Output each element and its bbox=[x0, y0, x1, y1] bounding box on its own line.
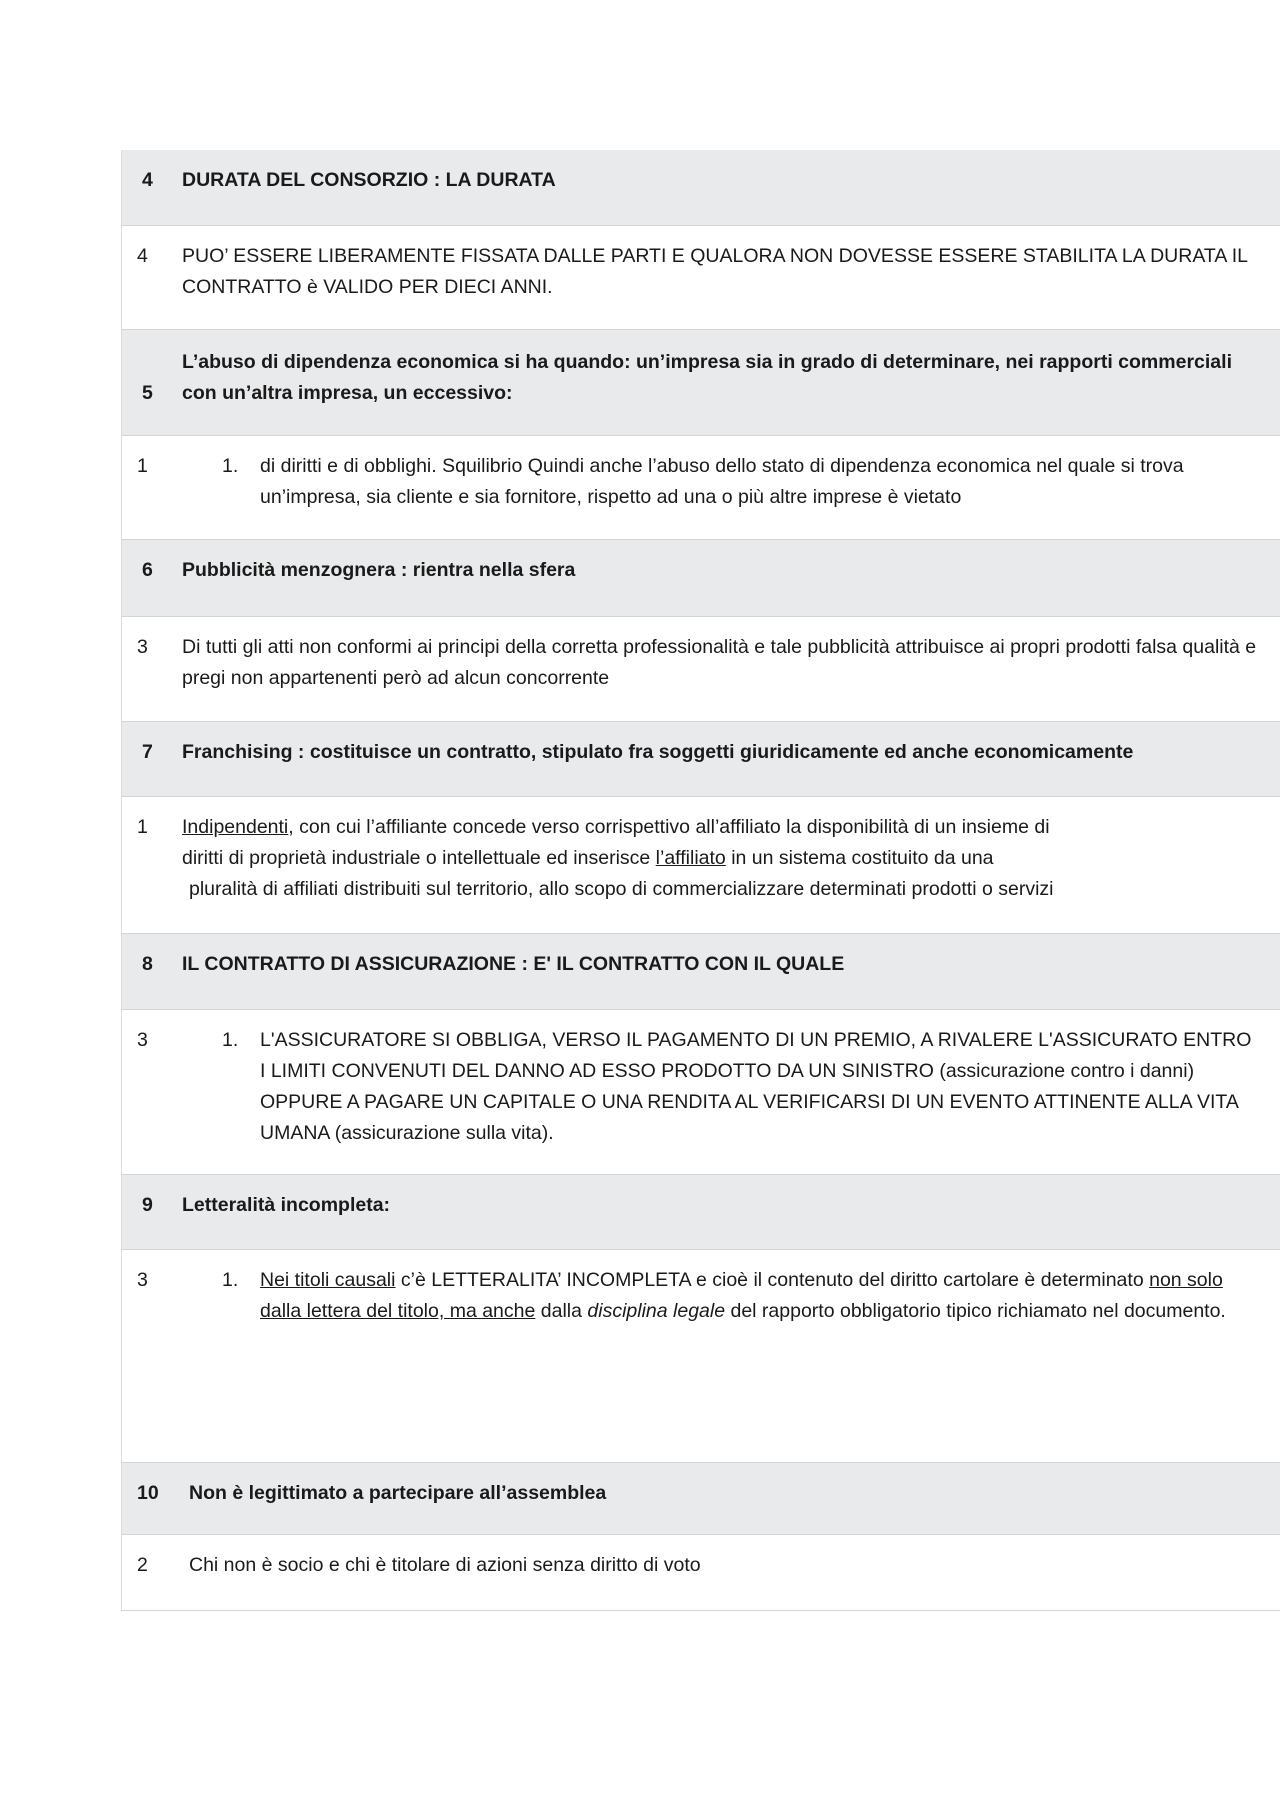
answer-row-5 bbox=[122, 1010, 1280, 1175]
italic-term: disciplina legale bbox=[587, 1300, 726, 1322]
question-text: Letteralità incompleta: bbox=[182, 1194, 391, 1216]
list-marker: 1. bbox=[222, 1029, 239, 1051]
row-number: 3 bbox=[137, 1029, 148, 1051]
row-number: 9 bbox=[142, 1194, 153, 1216]
text-fragment: dalla bbox=[535, 1300, 588, 1322]
question-row-3 bbox=[122, 540, 1280, 617]
question-text: L’abuso di dipendenza economica si ha quando: un’impresa sia in grado di determinare, nei rapporti commerciali con un’altra impresa, un eccessivo: bbox=[182, 351, 1232, 404]
answer-row-4 bbox=[122, 797, 1280, 934]
answer-row-3 bbox=[122, 617, 1280, 722]
row-number: 4 bbox=[142, 169, 153, 191]
answer-row-6 bbox=[122, 1250, 1280, 1463]
answer-text: Chi non è socio e chi è titolare di azioni senza diritto di voto bbox=[189, 1554, 701, 1576]
answer-line bbox=[182, 843, 1261, 874]
row-number: 4 bbox=[137, 245, 148, 267]
answer-text bbox=[182, 1025, 1280, 1174]
question-text: Franchising : costituisce un contratto, stipulato fra soggetti giuridicamente ed anche economicamente bbox=[182, 741, 1134, 763]
answer-text: Di tutti gli atti non conformi ai principi della corretta professionalità e tale pubblicità attribuisce ai propri prodotti falsa qualità e pregi non appartenenti però ad alcun concorrente bbox=[182, 636, 1257, 689]
answer-line bbox=[182, 812, 1261, 843]
numbered-list-item bbox=[182, 451, 1261, 513]
list-item-text bbox=[260, 1265, 1261, 1327]
text-fragment: c’è LETTERALITA’ INCOMPLETA e cioè il contenuto del diritto cartolare è determinato bbox=[395, 1269, 1150, 1291]
underlined-term: Nei titoli causali bbox=[260, 1269, 396, 1291]
answer-text bbox=[182, 451, 1280, 539]
row-number: 3 bbox=[137, 1269, 148, 1291]
question-row-1 bbox=[122, 150, 1280, 226]
question-text: DURATA DEL CONSORZIO : LA DURATA bbox=[182, 169, 556, 191]
question-row-5 bbox=[122, 934, 1280, 1010]
question-row-4 bbox=[122, 722, 1280, 797]
row-number: 1 bbox=[137, 816, 148, 838]
text-fragment: in un sistema costituito da una bbox=[725, 847, 994, 869]
question-row-7 bbox=[122, 1463, 1280, 1535]
answer-text bbox=[182, 812, 1280, 933]
underlined-phrase: non solo dalla lettera del titolo, ma anche bbox=[260, 1269, 1223, 1322]
row-number: 5 bbox=[142, 382, 153, 404]
row-number: 8 bbox=[142, 953, 153, 975]
answer-row-7 bbox=[122, 1535, 1280, 1611]
numbered-list-item bbox=[182, 1025, 1261, 1149]
list-item-text: di diritti e di obblighi. Squilibrio Quindi anche l’abuso dello stato di dipendenza economica nel quale si trova un’impresa, sia cliente e sia fornitore, rispetto ad una o più altre imprese è vietato bbox=[260, 455, 1184, 508]
answer-text bbox=[182, 1265, 1280, 1462]
question-text: IL CONTRATTO DI ASSICURAZIONE : E' IL CONTRATTO CON IL QUALE bbox=[182, 953, 845, 975]
row-number: 6 bbox=[142, 559, 153, 581]
question-row-2 bbox=[122, 330, 1280, 436]
row-number: 1 bbox=[137, 455, 148, 477]
text-fragment: , con cui l’affiliante concede verso corrispettivo all’affiliato la disponibilità di un insieme di bbox=[288, 816, 1050, 838]
row-number: 3 bbox=[137, 636, 148, 658]
answer-row-2 bbox=[122, 436, 1280, 540]
answer-row-1 bbox=[122, 226, 1280, 330]
row-number: 7 bbox=[142, 741, 153, 763]
question-text: Non è legittimato a partecipare all’assemblea bbox=[189, 1482, 607, 1504]
qa-table bbox=[121, 150, 1280, 1611]
numbered-list-item bbox=[182, 1265, 1261, 1327]
row-number: 10 bbox=[137, 1482, 159, 1504]
text-fragment: diritti di proprietà industriale o intellettuale ed inserisce bbox=[182, 847, 656, 869]
list-marker: 1. bbox=[222, 1269, 239, 1291]
list-marker: 1. bbox=[222, 455, 239, 477]
underlined-term: l’affiliato bbox=[655, 847, 726, 869]
answer-text: PUO’ ESSERE LIBERAMENTE FISSATA DALLE PARTI E QUALORA NON DOVESSE ESSERE STABILITA LA DURATA IL CONTRATTO è VALIDO PER DIECI ANNI. bbox=[182, 245, 1248, 298]
row-number: 2 bbox=[137, 1554, 148, 1576]
list-item-text: L'ASSICURATORE SI OBBLIGA, VERSO IL PAGAMENTO DI UN PREMIO, A RIVALERE L'ASSICURATO ENTRO I LIMITI CONVENUTI DEL DANNO AD ESSO PRODOTTO DA UN SINISTRO (assicurazione contro i danni) OPPURE A PAGARE UN CAPITALE O UNA RENDITA AL VERIFICARSI DI UN EVENTO ATTINENTE ALLA VITA UMANA (assicurazione sulla vita). bbox=[260, 1029, 1252, 1144]
question-row-6 bbox=[122, 1175, 1280, 1250]
answer-line: pluralità di affiliati distribuiti sul territorio, allo scopo di commercializzare determinati prodotti o servizi bbox=[189, 878, 1054, 900]
text-fragment: del rapporto obbligatorio tipico richiamato nel documento. bbox=[725, 1300, 1226, 1322]
question-text: Pubblicità menzognera : rientra nella sfera bbox=[182, 559, 576, 581]
underlined-term: Indipendenti bbox=[182, 816, 289, 838]
